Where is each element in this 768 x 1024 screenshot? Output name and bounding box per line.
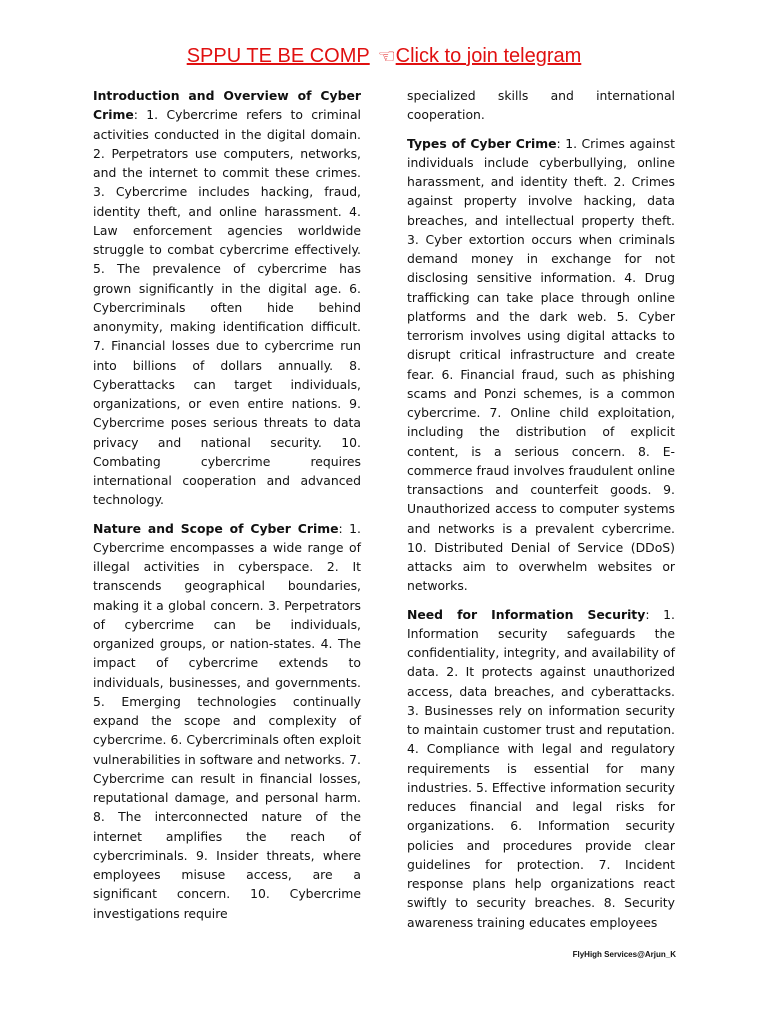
section-nature-scope bbox=[93, 519, 361, 923]
section-heading: Need for Information Security bbox=[407, 606, 646, 622]
section-heading: Nature and Scope of Cyber Crime bbox=[93, 520, 339, 536]
section-body: : 1. Information security safeguards the confidentiality, integrity, and availability of data. 2. It protects against unauthorized access, data breaches, and cyberattacks. 3. Businesses rely on information security to maintain customer trust and reputation. 4. Compliance with legal and regulatory requirements is essential for many industries. 5. Effective information security reduces financial and legal risks for organizations. 6. Information security policies and procedures provide clear guidelines for protection. 7. Incident response plans help organizations react swiftly to security breaches. 8. Security awareness training educates employees bbox=[407, 606, 675, 930]
section-body: : 1. Cybercrime encompasses a wide range of illegal activities in cyberspace. 2. It transcends geographical boundaries, making it a global concern. 3. Perpetrators of cybercrime can be individuals, organized groups, or nation-states. 4. The impact of cybercrime extends to individuals, businesses, and governments. 5. Emerging technologies continually expand the scope and complexity of cybercrime. 6. Cybercriminals often exploit vulnerabilities in software and networks. 7. Cybercrime can result in financial losses, reputational damage, and personal harm. 8. The interconnected nature of the internet amplifies the reach of cybercriminals. 9. Insider threats, where employees misuse access, are a significant concern. 10. Cybercrime investigations require bbox=[93, 520, 361, 921]
section-body: : 1. Cybercrime refers to criminal activities conducted in the digital domain. 2. Perpetrators use computers, networks, and the internet to commit these crimes. 3. Cybercrime includes hacking, fraud, identity theft, and online harassment. 4. Law enforcement agencies worldwide struggle to combat cybercrime effectively. 5. The prevalence of cybercrime has grown significantly in the digital age. 6. Cybercriminals often hide behind anonymity, making identification difficult. 7. Financial losses due to cybercrime run into billions of dollars annually. 8. Cyberattacks can target individuals, organizations, or even entire nations. 9. Cybercrime poses serious threats to data privacy and national security. 10. Combating cybercrime requires international cooperation and advanced technology. bbox=[93, 107, 361, 508]
footer-credit: FlyHigh Services@Arjun_K bbox=[572, 950, 676, 959]
left-column bbox=[93, 86, 361, 932]
section-continuation: specialized skills and international cooperation. bbox=[407, 88, 675, 123]
section-types bbox=[407, 134, 675, 596]
page-header bbox=[0, 44, 768, 69]
header-title-link[interactable]: SPPU TE BE COMP bbox=[186, 45, 370, 67]
right-column bbox=[407, 86, 675, 941]
telegram-join-link[interactable]: Click to join telegram bbox=[395, 45, 582, 67]
section-heading: Types of Cyber Crime bbox=[407, 135, 557, 151]
section-heading: Introduction and Overview of Cyber Crime bbox=[93, 88, 361, 123]
section-intro bbox=[93, 86, 361, 510]
section-body: : 1. Crimes against individuals include cyberbullying, online harassment, and identity theft. 2. Crimes against property involve hacking, data breaches, and intellectual property theft. 3. Cyber extortion occurs when criminals demand money in exchange for not disclosing sensitive information. 4. Drug trafficking can take place through online platforms and the dark web. 5. Cyber terrorism involves using digital attacks to disrupt critical infrastructure and create fear. 6. Financial fraud, such as phishing scams and Ponzi schemes, is a common cybercrime. 7. Online child exploitation, including the distribution of explicit content, is a serious concern. 8. E-commerce fraud involves fraudulent online transactions and counterfeit goods. 9. Unauthorized access to computer systems and networks is a prevalent cybercrime. 10. Distributed Denial of Service (DDoS) attacks aim to overwhelm websites or networks. bbox=[407, 135, 675, 594]
section-need-infosec bbox=[407, 605, 675, 932]
pointing-hand-icon: ☜ bbox=[377, 46, 396, 68]
